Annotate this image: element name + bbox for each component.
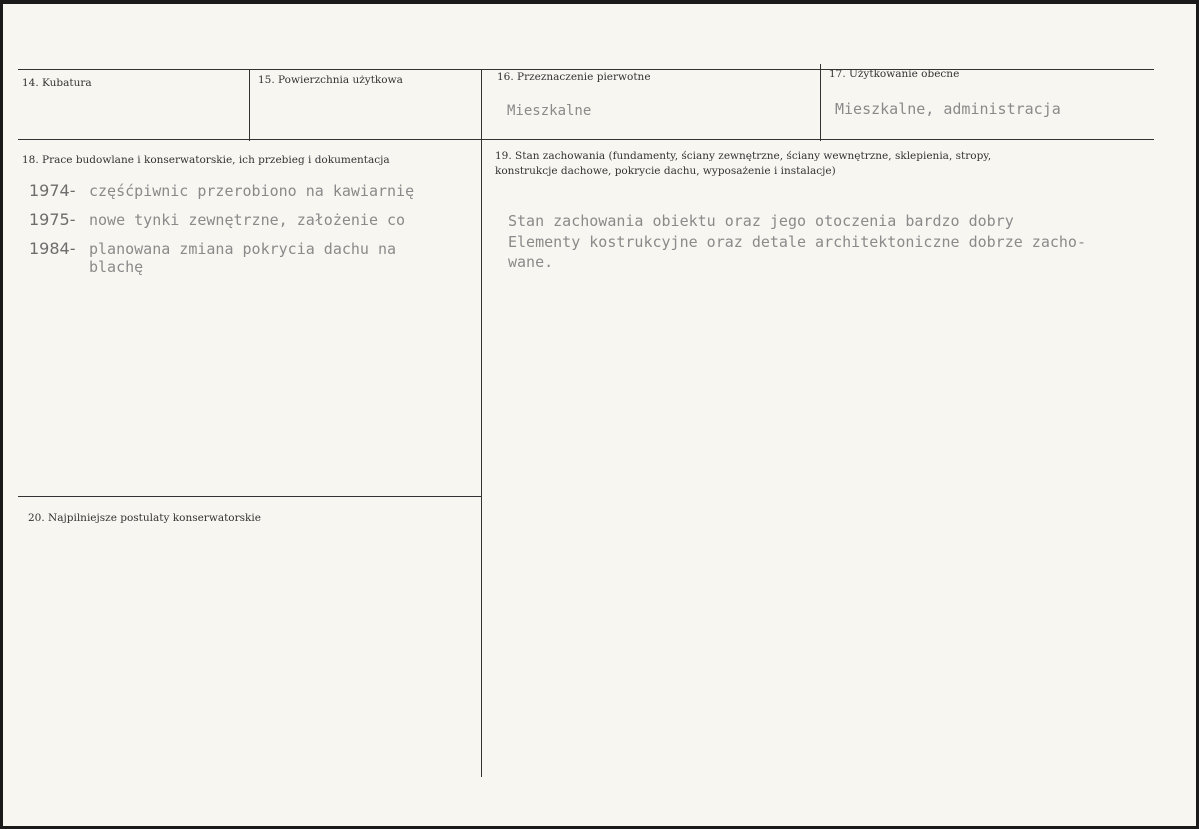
condition-line: Elementy kostrukcyjne oraz detale architektoniczne dobrze zacho- — [508, 233, 1086, 251]
history-text: planowana zmiana pokrycia dachu na — [89, 240, 397, 258]
condition-line: Stan zachowania obiektu oraz jego otoczenia bardzo dobry — [508, 212, 1014, 230]
field-20-label: 20. Najpilniejsze postulaty konserwatorskie — [28, 512, 261, 524]
section20-top-rule — [18, 496, 481, 497]
field-18-label: 18. Prace budowlane i konserwatorskie, ich przebieg i dokumentacja — [22, 154, 390, 166]
divider-16-17 — [820, 64, 821, 141]
field-17-label: 17. Użytkowanie obecne — [829, 68, 960, 80]
history-year: 1974- — [29, 181, 76, 200]
history-continuation: blachę — [89, 258, 144, 276]
field-19-label-line1: 19. Stan zachowania (fundamenty, ściany zewnętrzne, ściany wewnętrzne, sklepienia, stropy, — [495, 150, 992, 162]
history-year: 1975- — [29, 210, 76, 229]
divider-14-15 — [249, 69, 250, 141]
field-19-label-line2: konstrukcje dachowe, pokrycie dachu, wyposażenie i instalacje) — [495, 165, 836, 177]
field-16-value: Mieszkalne — [507, 103, 592, 119]
row1-bottom-rule — [18, 139, 1154, 140]
history-text: nowe tynki zewnętrzne, założenie co — [89, 211, 406, 229]
field-15-label: 15. Powierzchnia użytkowa — [258, 74, 403, 86]
field-18-entries — [29, 180, 479, 280]
history-year: 1984- — [29, 239, 76, 258]
history-text: częśćpiwnic przerobiono na kawiarnię — [89, 182, 415, 200]
field-14-label: 14. Kubatura — [22, 77, 92, 89]
condition-line: wane. — [508, 253, 554, 271]
field-17-value: Mieszkalne, administracja — [835, 100, 1061, 118]
divider-15-16 — [481, 69, 482, 777]
field-16-label: 16. Przeznaczenie pierwotne — [497, 71, 651, 83]
record-card — [3, 4, 1196, 826]
